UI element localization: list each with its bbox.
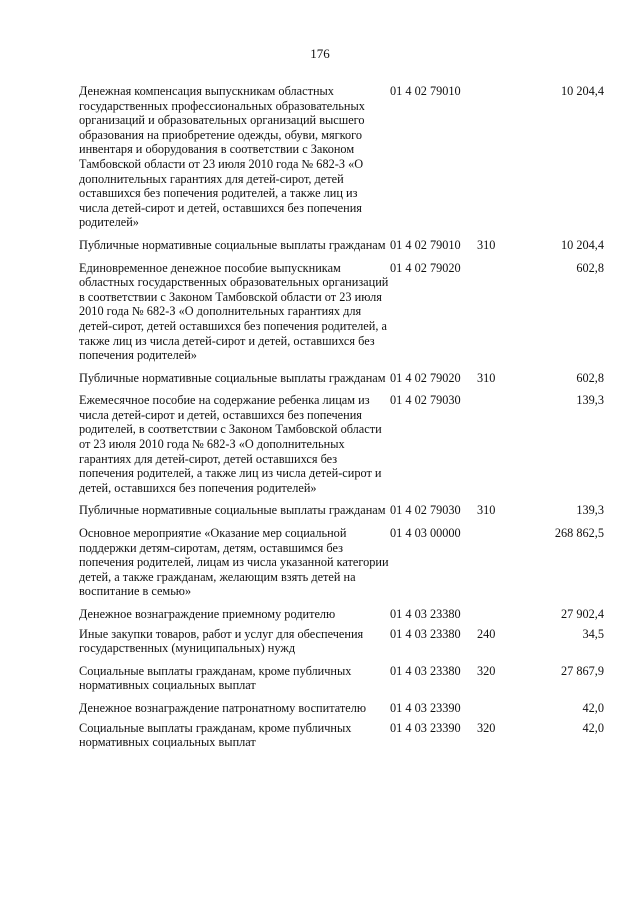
expense-name: Денежное вознаграждение патронатному воспитателю [79,700,367,715]
expense-name: Денежная компенсация выпускникам областных государственных профессиональных образовательных организаций и образовательных организаций высшего образования на приобретение одежды, обуви, мягкого инвентаря и оборудования в соответствии с Законом Тамбовской области от 23 июля 2010 года № 682-З «О дополнительных гарантиях для детей-сирот, детей оставшихся без попечения родителей, а также лиц из числа детей-сирот и детей, оставшихся без попечения родителей» [79,84,365,230]
amount: 10 204,4 [560,84,604,98]
table-row [79,607,604,627]
table-row [79,526,604,607]
amount: 139,3 [576,503,604,518]
expense-name: Ежемесячное пособие на содержание ребенка лицам из числа детей-сирот и детей, оставшихся без попечения родителей, в соответствии с Законом Тамбовской области от 23 июля 2010 года № 682-З «О дополнительных гарантиях для детей-сирот, детей оставшихся без попечения родителей, а также лиц из числа детей-сирот и детей, оставшихся без попечения родителей» [79,393,382,495]
expense-type [477,261,507,371]
table-row [79,721,604,758]
expense-type: 320 [477,663,496,678]
amount: 34,5 [582,626,604,641]
budget-code: 01 4 03 23390 [390,700,461,715]
table-row [79,701,604,721]
budget-table [79,84,604,758]
budget-code: 01 4 02 79010 [390,237,461,252]
budget-code: 01 4 02 79030 [390,503,461,518]
expense-type: 310 [477,503,496,518]
expense-name: Единовременное денежное пособие выпускникам областных государственных образовательных организаций в соответствии с Законом Тамбовской области от 23 июля 2010 года № 682-З «О дополнительных гарантиях для детей-сирот, детей оставшихся без попечения родителей, а также лиц из числа детей-сирот и детей, оставшихся без попечения родителей» [79,260,389,363]
table-row [79,261,604,371]
expense-name: Публичные нормативные социальные выплаты гражданам [79,237,386,252]
expense-type [477,393,507,503]
budget-code: 01 4 03 00000 [390,526,461,541]
amount: 10 204,4 [560,237,604,252]
expense-type [477,84,507,238]
table-row [79,84,604,238]
table-row [79,664,604,701]
budget-code: 01 4 02 79010 [390,84,461,98]
expense-type [477,701,507,721]
expense-name: Социальные выплаты гражданам, кроме публичных нормативных социальных выплат [79,663,352,693]
amount: 42,0 [582,700,604,715]
table-row [79,238,604,261]
budget-code: 01 4 03 23390 [390,720,461,735]
amount: 42,0 [582,720,604,735]
budget-code: 01 4 02 79030 [390,393,461,408]
expense-type: 240 [477,626,496,641]
table-row [79,503,604,526]
budget-code: 01 4 03 23380 [390,626,461,641]
expense-name: Основное мероприятие «Оказание мер социальной поддержки детям-сиротам, детям, оставшимся без попечения родителей, лицам из числа указанной категории детей, а также гражданам, желающим взять детей на воспитание в семью» [79,526,389,599]
budget-code: 01 4 02 79020 [390,260,461,275]
expense-name: Публичные нормативные социальные выплаты гражданам [79,503,386,518]
budget-code: 01 4 03 23380 [390,607,461,621]
amount: 27 867,9 [560,663,604,678]
table-row [79,371,604,394]
budget-code: 01 4 03 23380 [390,663,461,678]
table-row [79,627,604,664]
expense-name: Социальные выплаты гражданам, кроме публичных нормативных социальных выплат [79,720,352,750]
page-number: 176 [310,46,330,61]
amount: 139,3 [576,393,604,408]
expense-type: 310 [477,370,496,385]
expense-name: Денежное вознаграждение приемному родителю [79,607,336,621]
amount: 268 862,5 [554,526,604,541]
expense-type: 310 [477,237,496,252]
amount: 602,8 [576,370,604,385]
expense-type [477,607,507,627]
table-row [79,393,604,503]
expense-name: Публичные нормативные социальные выплаты гражданам [79,370,386,385]
expense-type: 320 [477,720,496,735]
expense-type [477,526,507,607]
expense-name: Иные закупки товаров, работ и услуг для обеспечения государственных (муниципальных) нужд [79,626,364,656]
amount: 27 902,4 [560,607,604,621]
amount: 602,8 [576,260,604,275]
budget-code: 01 4 02 79020 [390,370,461,385]
